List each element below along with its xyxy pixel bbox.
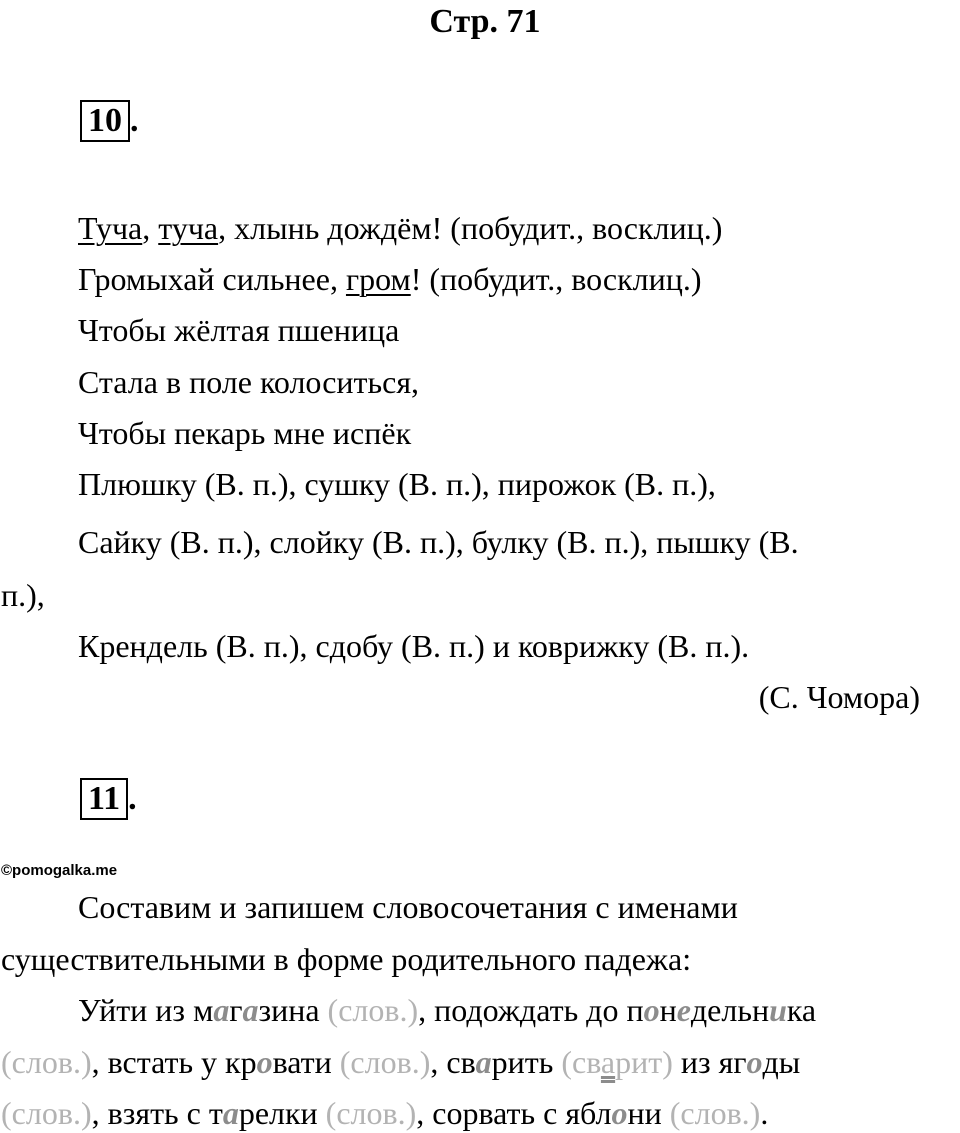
- check-note: (слов.): [339, 1044, 431, 1080]
- check-note: (слов.): [327, 992, 419, 1028]
- poem-line-2: [78, 259, 702, 299]
- highlighted-vowel: а: [222, 1095, 239, 1131]
- poem-line-6: Плюшку (В. п.), сушку (В. п.), пирожок (В. п.),: [78, 466, 716, 502]
- task-number-10: [80, 100, 139, 142]
- highlighted-vowel: о: [256, 1044, 273, 1080]
- text-fragment: вати: [272, 1044, 340, 1080]
- check-note: (слов.): [1, 1044, 92, 1080]
- answer-line-1: [78, 990, 816, 1030]
- text-fragment: Уйти из м: [78, 992, 214, 1028]
- poem-line-1: [78, 208, 722, 248]
- highlighted-vowel: о: [611, 1095, 628, 1131]
- text-fragment: г: [229, 992, 243, 1028]
- poem-line-5: Чтобы пекарь мне испёк: [78, 415, 412, 451]
- text-fragment: из яг: [672, 1044, 747, 1080]
- text-fragment: , сорвать с ябл: [416, 1095, 612, 1131]
- text-fragment: ды: [762, 1044, 801, 1080]
- text-fragment: , св: [430, 1044, 476, 1080]
- underlined-subject: Туча: [78, 210, 143, 246]
- task11-intro-line-2: существительными в форме родительного падежа:: [1, 941, 692, 977]
- task-number-box: 10: [80, 100, 130, 142]
- poem-line-3: Чтобы жёлтая пшеница: [78, 312, 400, 348]
- poem-line-7-cont: п.),: [1, 577, 45, 613]
- highlighted-vowel: е: [676, 992, 691, 1028]
- task-number-11: [80, 778, 137, 820]
- poem-line-7: Сайку (В. п.), слойку (В. п.), булку (В. п.), пышку (В.: [78, 524, 799, 560]
- answer-line-2: [1, 1042, 800, 1082]
- check-note: (св: [561, 1044, 601, 1080]
- task11-intro-line-1: Составим и запишем словосочетания с именами: [78, 889, 738, 925]
- text-fragment: ,: [142, 210, 159, 246]
- text-fragment: рить: [491, 1044, 562, 1080]
- highlighted-vowel: и: [769, 992, 787, 1028]
- task-number-dot: .: [130, 102, 139, 139]
- highlighted-vowel: а: [213, 992, 230, 1028]
- text-fragment: , взять с т: [91, 1095, 223, 1131]
- text-fragment: дельн: [690, 992, 770, 1028]
- page-title: Стр. 71: [429, 3, 541, 40]
- check-note-stressed-vowel: а: [600, 1044, 616, 1080]
- text-fragment: ! (побудит., восклиц.): [410, 261, 702, 297]
- text-fragment: релки: [238, 1095, 326, 1131]
- task-number-dot: .: [128, 780, 137, 817]
- text-fragment: Громыхай сильнее,: [78, 261, 346, 297]
- text-fragment: .: [760, 1095, 769, 1131]
- poem-author: (С. Чомора): [758, 679, 920, 715]
- poem-line-8: Крендель (В. п.), сдобу (В. п.) и коврижку (В. п.).: [78, 628, 750, 664]
- highlighted-vowel: а: [242, 992, 259, 1028]
- text-fragment: , хлынь дождём! (побудит., восклиц.): [218, 210, 723, 246]
- check-note: рит): [615, 1044, 673, 1080]
- text-fragment: , подождать до п: [418, 992, 644, 1028]
- check-note: (слов.): [1, 1095, 92, 1131]
- text-fragment: ка: [786, 992, 817, 1028]
- text-fragment: н: [659, 992, 677, 1028]
- answer-line-3: [1, 1093, 768, 1133]
- underlined-subject: туча: [158, 210, 219, 246]
- text-fragment: ни: [627, 1095, 670, 1131]
- text-fragment: , встать у кр: [91, 1044, 257, 1080]
- highlighted-vowel: о: [643, 992, 660, 1028]
- poem-line-4: Стала в поле колоситься,: [78, 364, 420, 400]
- check-note: (слов.): [325, 1095, 417, 1131]
- highlighted-vowel: а: [475, 1044, 492, 1080]
- check-note: (слов.): [669, 1095, 761, 1131]
- task-number-box: 11: [80, 778, 128, 820]
- highlighted-vowel: о: [746, 1044, 763, 1080]
- watermark: ©pomogalka.me: [1, 862, 118, 879]
- text-fragment: зина: [258, 992, 328, 1028]
- underlined-subject: гром: [345, 261, 411, 297]
